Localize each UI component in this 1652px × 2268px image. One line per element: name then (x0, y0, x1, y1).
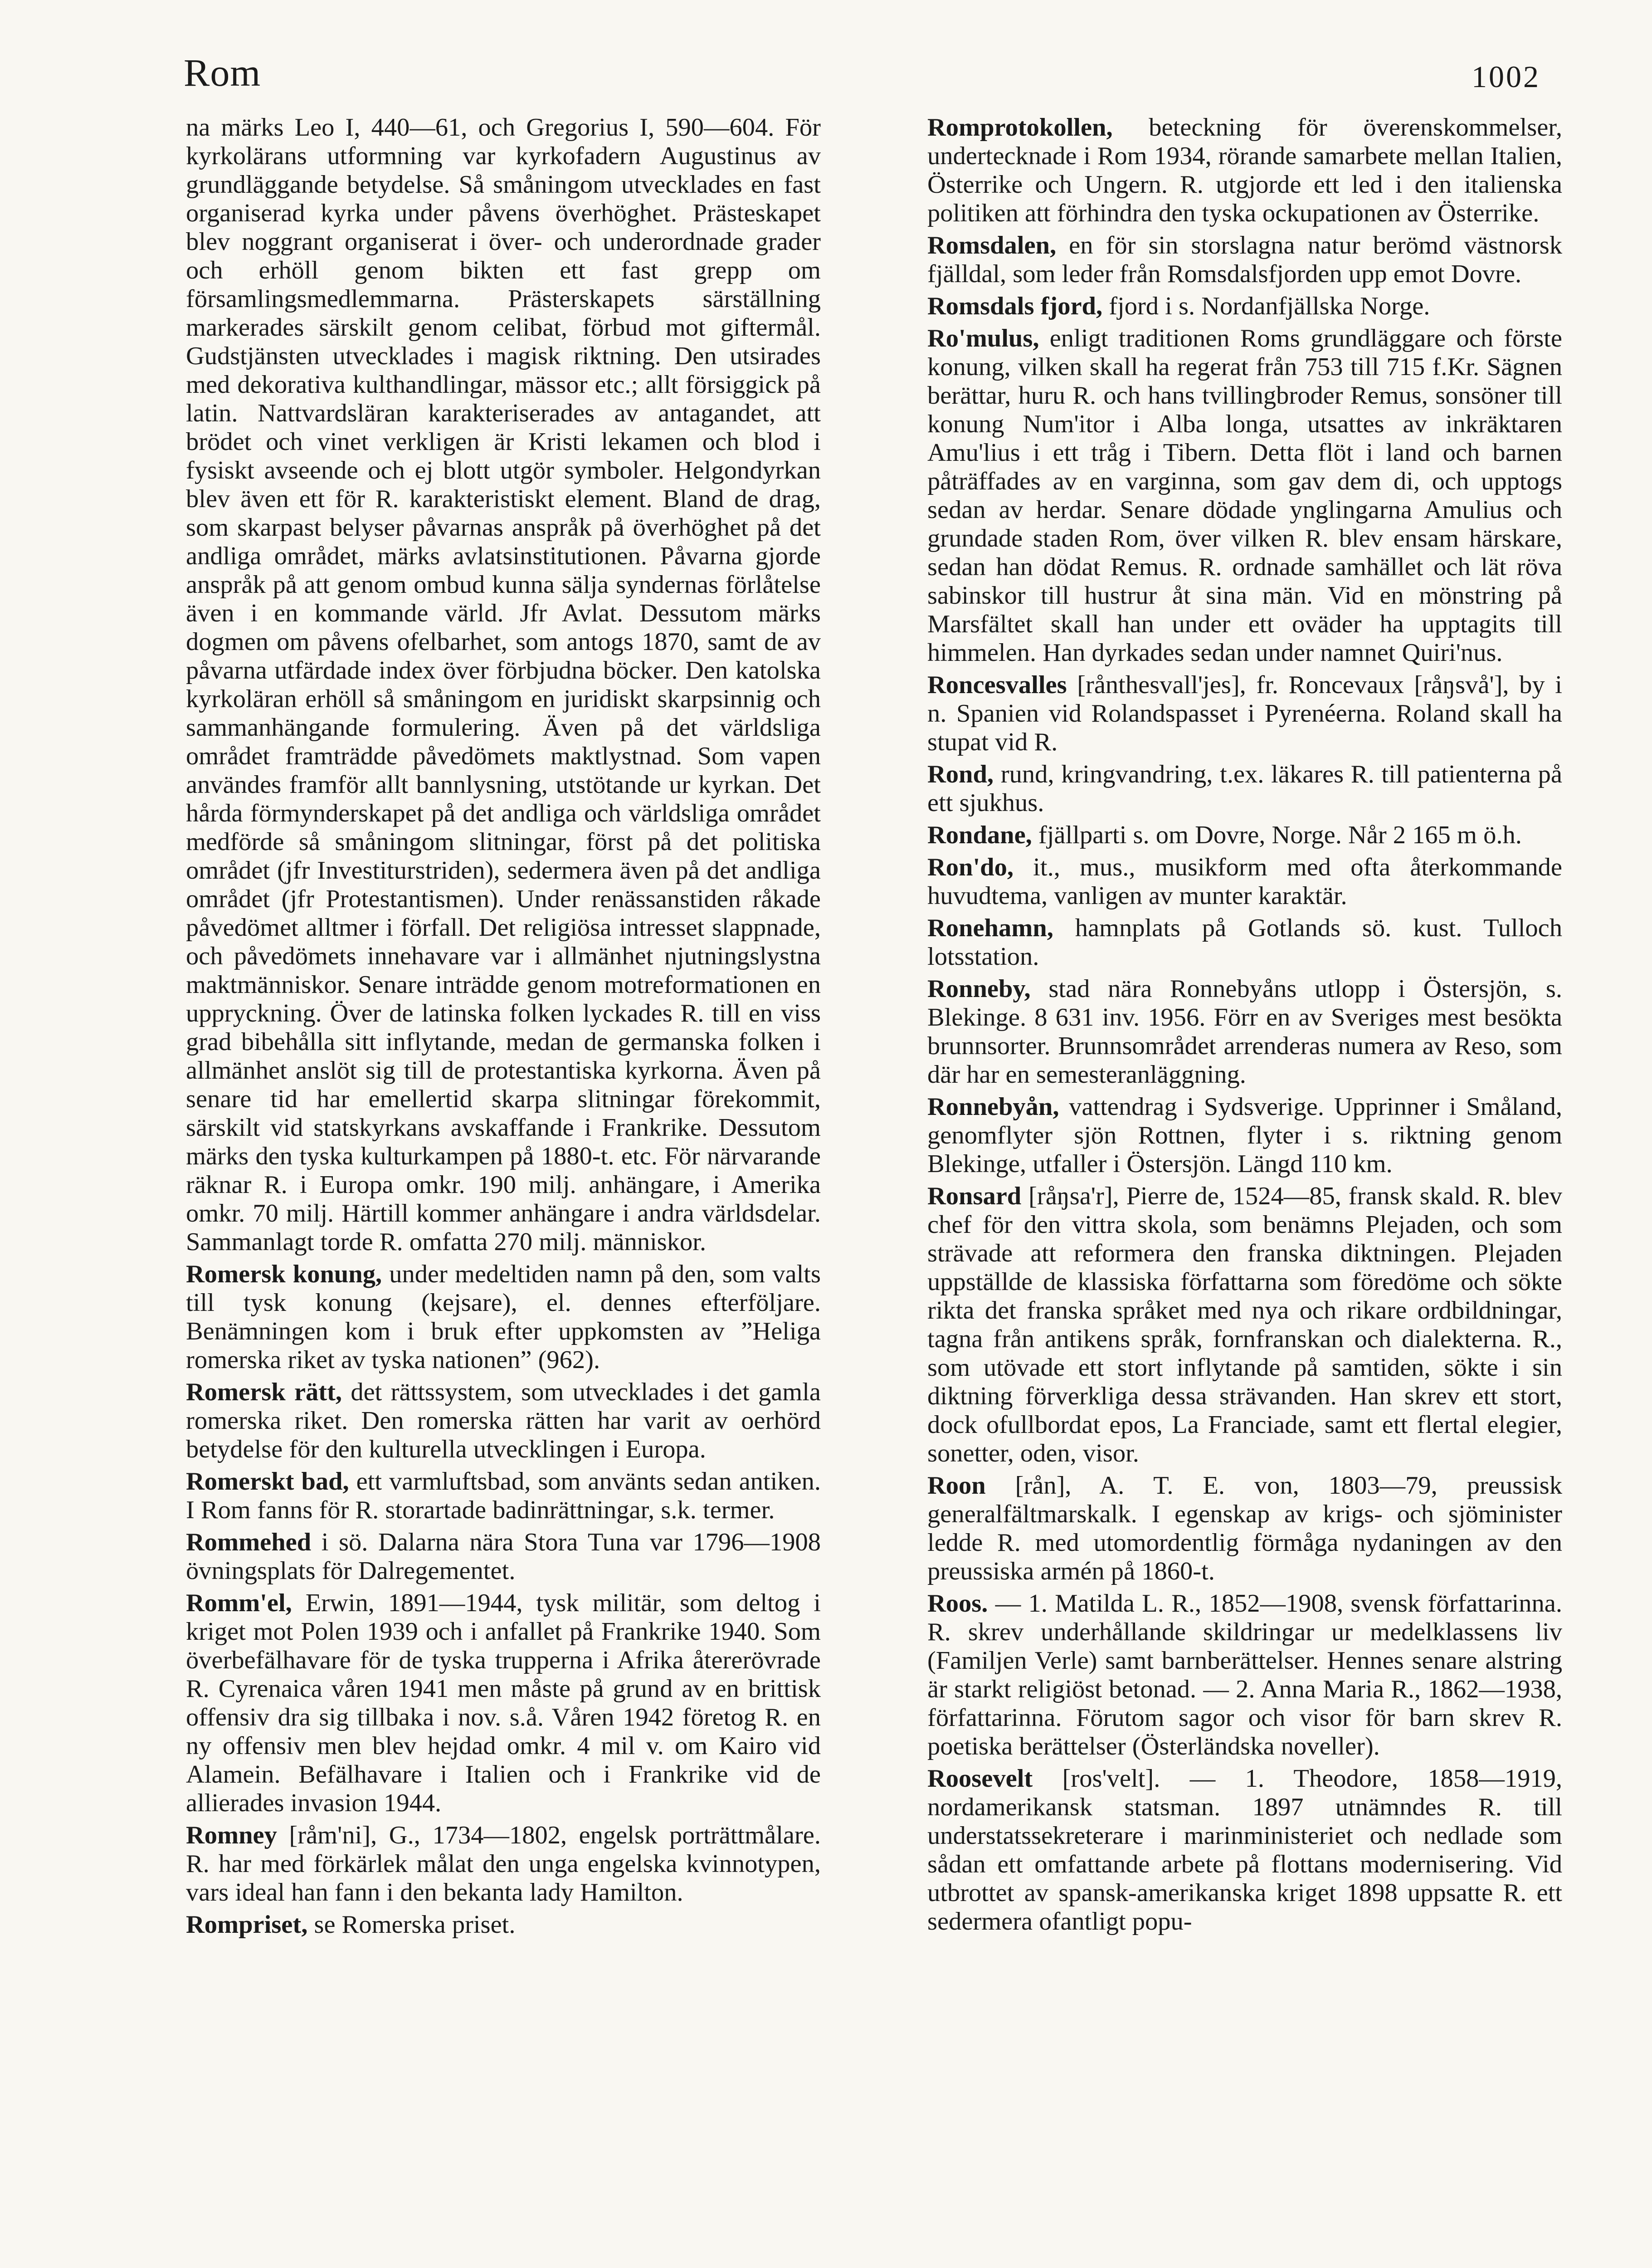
entry-continuation: na märks Leo I, 440—61, och Gregorius I, 590—604. För kyrkolärans utformning var kyrkofadern Augustinus av grundläggande betydelse. Så småningom utvecklades en fast organiserad kyrka under påvens överhöghet. Prästeskapet blev noggrant organiserat i över- och underordnade grader och erhöll genom bikten ett fast grepp om församlingsmedlemmarna. Prästerskapets särställning markerades särskilt genom celibat, förbud mot giftermål. Gudstjänsten utvecklades i magisk riktning. Den utsirades med dekorativa kulthandlingar, mässor etc.; allt försiggick på latin. Nattvardsläran karakteriserades av antagandet, att brödet och vinet verkligen är Kristi lekamen och blod i fysiskt avseende och ej blott utgör symboler. Helgondyrkan blev även ett för R. karakteristiskt element. Bland de drag, som skarpast belyser påvarnas anspråk på överhöghet på det andliga området, märks avlatsinstitutionen. Påvarna gjorde anspråk på att genom ombud kunna sälja syndernas förlåtelse även i en kommande värld. Jfr Avlat. Dessutom märks dogmen om påvens ofelbarhet, som antogs 1870, samt de av påvarna utfärdade index över förbjudna böcker. Den katolska kyrkoläran erhöll så småningom en juridiskt skarpsinnig och sammanhängande formulering. Även på det världsliga området framträdde påvedömets maktlystnad. Som vapen användes framför allt bannlysning, utstötande ur kyrkan. Det hårda förmynderskapet på det andliga och världsliga området medförde så småningom slitningar, först på det politiska området (jfr Investiturstriden), sedermera även på det andliga området (jfr Protestantismen). Under renässanstiden råkade påvedömet alltmer i förfall. Det religiösa intresset slappnade, och påvedömets innehavare var i allmänhet njutningslystna maktmänniskor. Senare inträdde genom motreformationen en uppryckning. Över de latinska folken lyckades R. till en viss grad bibehålla sitt inflytande, medan de germanska folken i allmänhet anslöt sig till de protestantiska kyrkorna. Även på senare tid har emellertid skarpa slitningar förekommit, särskilt vid statskyrkans avskaffande i Frankrike. Dessutom märks den tyska kulturkampen på 1880-t. etc. För närvarande räknar R. i Europa omkr. 190 milj. anhängare, i Amerika omkr. 70 milj. Härtill kommer anhängare i andra världsdelar. Sammanlagt torde R. omfatta 270 milj. människor. (186, 113, 821, 1256)
headword: Roosevelt (927, 1765, 1033, 1793)
headword: Romsdals fjord, (927, 292, 1103, 320)
entry-rompriset (186, 1911, 821, 1939)
entry-romprotokollen (927, 113, 1562, 228)
headword: Ronehamn, (927, 914, 1053, 942)
headword: Rond, (927, 760, 994, 788)
definition: vattendrag i Sydsverige. Upprinner i Småland, genomflyter sjön Rottnen, flyter i s. riktning genom Blekinge, utfaller i Östersjön. Längd 110 km. (927, 1093, 1562, 1178)
headword: Ron'do, (927, 853, 1014, 881)
definition: rund, kringvandring, t.ex. läkares R. till patienterna på ett sjukhus. (927, 760, 1562, 817)
headword: Romersk konung, (186, 1260, 382, 1288)
entry-roos (927, 1589, 1562, 1761)
definition: se Romerska priset. (307, 1911, 516, 1939)
headword: Ro'mulus, (927, 324, 1039, 352)
entry-roon (927, 1471, 1562, 1586)
right-column (927, 113, 1562, 1936)
headword: Roos. (927, 1589, 988, 1618)
definition: — 1. Matilda L. R., 1852—1908, svensk författarinna. R. skrev underhållande skildringar ur medelklassens liv (Familjen Verle) samt barnberättelser. Hennes senare alstring är starkt religiöst betonad. — 2. Anna Maria R., 1862—1938, författarinna. Förutom sagor och visor för barn skrev R. poetiska berättelser (Österländska noveller). (927, 1589, 1562, 1760)
entry-romersk-konung (186, 1260, 821, 1374)
definition: under medeltiden namn på den, som valts till tysk konung (kejsare), el. dennes efterföljare. Benämningen kom i bruk efter uppkomsten av ”Heliga romerska riket av tyska nationen” (962). (186, 1260, 821, 1374)
definition: i sö. Dalarna nära Stora Tuna var 1796—1908 övningsplats för Dalregementet. (186, 1528, 821, 1585)
entry-ronnebyan (927, 1093, 1562, 1178)
entry-ronneby (927, 975, 1562, 1089)
headword: Ronnebyån, (927, 1093, 1059, 1121)
definition: it., mus., musikform med ofta återkommande huvudtema, vanligen av munter karaktär. (927, 853, 1562, 910)
headword: Rompriset, (186, 1911, 308, 1939)
headword: Roon (927, 1471, 986, 1500)
running-head: Rom (184, 51, 261, 94)
definition: en för sin storslagna natur berömd västnorsk fjälldal, som leder från Romsdalsfjorden upp emot Dovre. (927, 231, 1562, 288)
entry-romsdals-fjord (927, 292, 1562, 321)
headword: Romerskt bad, (186, 1467, 349, 1496)
definition: [råŋsa'r], Pierre de, 1524—85, fransk skald. R. blev chef för den vittra skola, som benämns Plejaden, och som strävade att reformera den franska diktningen. Plejaden uppställde de klassiska författarna som föredöme och sökte rikta det franska språket med nya och rikare ordbildningar, tagna från antikens språk, fornfranskan och dialekterna. R., som utövade ett stort inflytande på samtiden, sökte i sin diktning förverkliga dessa strävanden. Han skrev ett stort, dock ofullbordat epos, La Franciade, samt ett flertal elegier, sonetter, oden, visor. (927, 1182, 1562, 1467)
entry-romersk-ratt (186, 1378, 821, 1464)
headword: Rondane, (927, 821, 1032, 849)
definition: [råm'ni], G., 1734—1802, engelsk porträttmålare. R. har med förkärlek målat den unga engelska kvinnotypen, vars ideal han fann i den bekanta lady Hamilton. (186, 1821, 821, 1906)
entry-rommehed (186, 1528, 821, 1585)
page-number: 1002 (1472, 59, 1540, 94)
headword: Romsdalen, (927, 231, 1057, 259)
entry-ronsard (927, 1182, 1562, 1468)
entry-rond (927, 760, 1562, 817)
entry-rommel (186, 1589, 821, 1818)
headword: Ronneby, (927, 975, 1031, 1003)
headword: Romm'el, (186, 1589, 292, 1617)
definition: hamnplats på Gotlands sö. kust. Tulloch lotsstation. (927, 914, 1562, 971)
definition: enligt traditionen Roms grundläggare och förste konung, vilken skall ha regerat från 753 till 715 f.Kr. Sägnen berättar, huru R. och hans tvillingbroder Remus, sonsöner till konung Num'itor i Alba longa, utsattes av inkräktaren Amu'lius i ett tråg i Tibern. Detta flöt i land och barnen påträffades av en varginna, som gav dem di, och upptogs sedan av herdar. Senare dödade ynglingarna Amulius och grundade staden Rom, över vilken R. blev ensam härskare, sedan han dödat Remus. R. ordnade samhället och lät röva sabinskor till hustrur åt sina män. Vid en mönstring på Marsfältet skall han under ett oväder ha upptagits till himmelen. Han dyrkades sedan under namnet Quiri'nus. (927, 324, 1562, 667)
entry-romerskt-bad (186, 1467, 821, 1525)
entry-rondo (927, 853, 1562, 910)
headword: Romersk rätt, (186, 1378, 342, 1406)
definition: [ros'velt]. — 1. Theodore, 1858—1919, nordamerikansk statsman. 1897 utnämndes R. till understatssekreterare i marinministeriet och nedlade som sådan ett omfattande arbete på flottans modernisering. Vid utbrottet av spansk-amerikanska kriget 1898 uppsatte R. ett sedermera ofantligt popu- (927, 1765, 1562, 1936)
entry-rondane (927, 821, 1562, 850)
entry-ronehamn (927, 914, 1562, 971)
definition: [rån], A. T. E. von, 1803—79, preussisk generalfältmarskalk. I egenskap av krigs- och sjöminister ledde R. med utomordentlig förmåga nydaningen av den preussiska armén på 1860-t. (927, 1471, 1562, 1585)
definition: fjällparti s. om Dovre, Norge. Når 2 165 m ö.h. (1032, 821, 1522, 849)
left-column (186, 113, 821, 1939)
definition: stad nära Ronnebyåns utlopp i Östersjön, s. Blekinge. 8 631 inv. 1956. Förr en av Sveriges mest besökta brunnsorter. Brunnsområdet arrenderas numera av Reso, som där har en semesteranläggning. (927, 975, 1562, 1089)
headword: Roncesvalles (927, 671, 1067, 699)
definition: Erwin, 1891—1944, tysk militär, som deltog i kriget mot Polen 1939 och i anfallet på Frankrike 1940. Som överbefälhavare för de tyska trupperna i Afrika återerövrade R. Cyrenaica våren 1941 men måste på grund av en brittisk offensiv dra sig tillbaka i nov. s.å. Våren 1942 företog R. en ny offensiv men blev hejdad omkr. 4 mil v. om Kairo vid Alamein. Befälhavare i Italien och i Frankrike vid de allierades invasion 1944. (186, 1589, 821, 1817)
definition: beteckning för överenskommelser, undertecknade i Rom 1934, rörande samarbete mellan Italien, Österrike och Ungern. R. utgjorde ett led i den italienska politiken att förhindra den tyska ockupationen av Österrike. (927, 113, 1562, 227)
headword: Romprotokollen, (927, 113, 1113, 142)
definition: [rånthesvall'jes], fr. Roncevaux [råŋsvå'], by i n. Spanien vid Rolandspasset i Pyrenéerna. Roland skall ha stupat vid R. (927, 671, 1562, 756)
definition: fjord i s. Nordanfjällska Norge. (1102, 292, 1430, 320)
definition: det rättssystem, som utvecklades i det gamla romerska riket. Den romerska rätten har varit av oerhörd betydelse för den kulturella utvecklingen i Europa. (186, 1378, 821, 1463)
entry-romsdalen (927, 231, 1562, 288)
entry-roosevelt (927, 1765, 1562, 1936)
headword: Rommehed (186, 1528, 312, 1556)
headword: Romney (186, 1821, 277, 1849)
definition: ett varmluftsbad, som använts sedan antiken. I Rom fanns för R. storartade badinrättningar, s.k. termer. (186, 1467, 821, 1524)
entry-romney (186, 1821, 821, 1907)
headword: Ronsard (927, 1182, 1022, 1210)
entry-romulus (927, 324, 1562, 667)
entry-roncesvalles (927, 671, 1562, 757)
